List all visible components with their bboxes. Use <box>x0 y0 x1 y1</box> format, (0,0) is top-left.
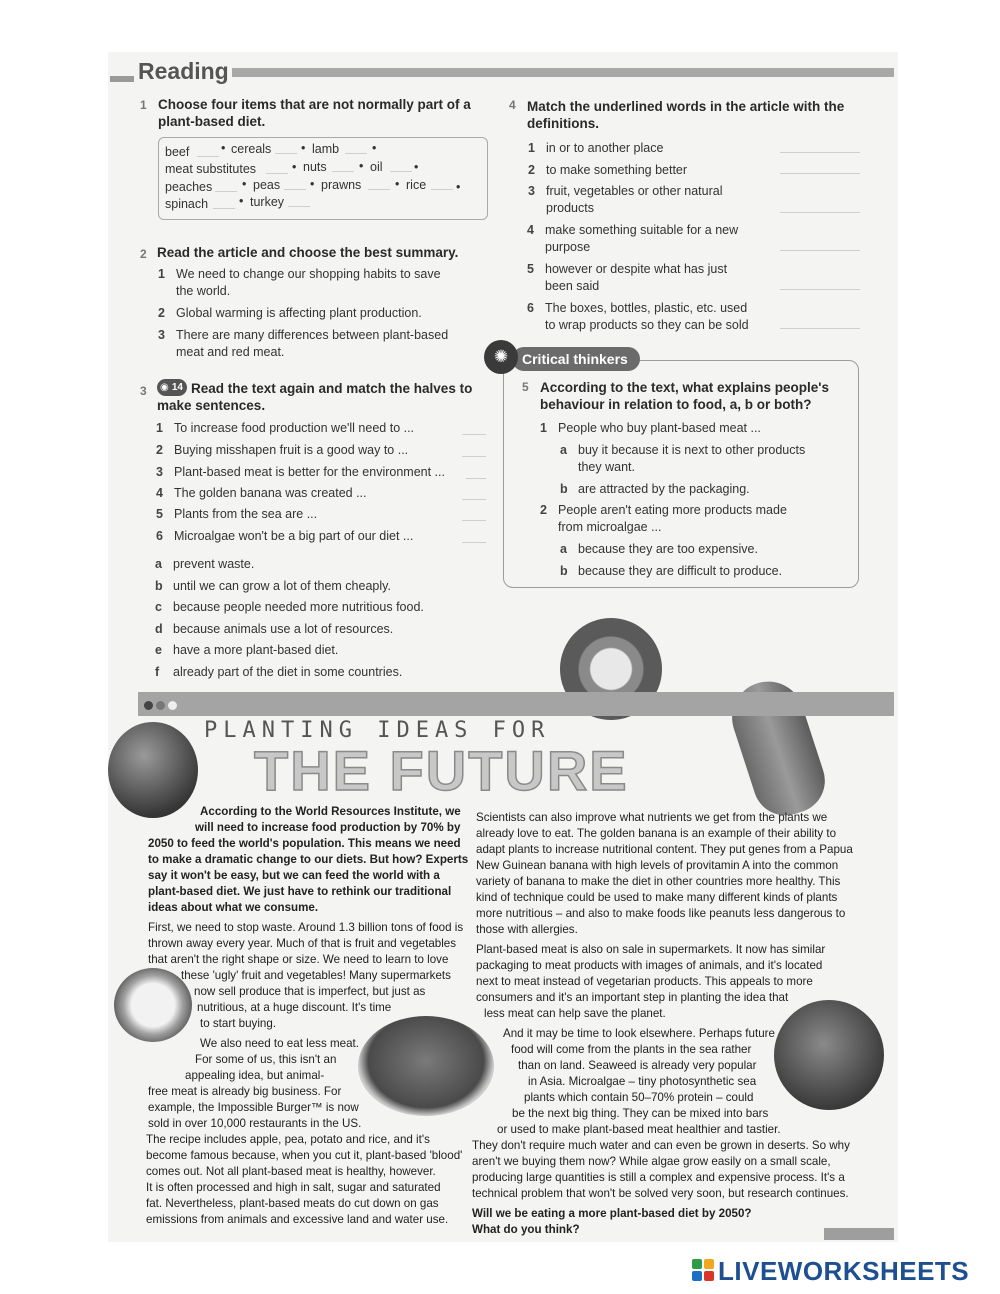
article-line: Plant-based meat is also on sale in supermarkets. It now has similar <box>476 943 826 956</box>
word-item[interactable]: prawns <box>321 178 362 192</box>
article-line: become famous because, when you cut it, plant-based 'blood' <box>146 1149 463 1162</box>
sentence-ending-a: a prevent waste. <box>155 557 255 571</box>
answer-blank[interactable] <box>780 212 860 213</box>
answer-blank[interactable] <box>462 520 486 521</box>
word-item[interactable]: peaches <box>165 180 213 194</box>
article-line: They don't require much water and can even be grown in deserts. So why <box>472 1139 850 1152</box>
word-separator: • <box>239 194 244 208</box>
article-intro-line: 2050 to feed the world's population. This means we need <box>148 837 461 850</box>
article-line: free meat is already big business. For <box>148 1085 342 1098</box>
article-line: more nutritious – and also to make foods like peanuts less dangerous to <box>476 907 846 920</box>
answer-blank[interactable] <box>780 250 860 251</box>
article-line: next to meat instead of vegetarian products. This appeals to more <box>476 975 813 988</box>
word-separator: • <box>242 177 247 191</box>
word-item[interactable]: lamb <box>312 142 340 156</box>
sentence-half-5: 5 Plants from the sea are ... <box>156 507 318 521</box>
q3-text-line2: make sentences. <box>157 398 266 413</box>
q1-text-line1: Choose four items that are not normally part of a <box>158 97 471 112</box>
critical-thinkers-label: Critical thinkers <box>512 347 640 371</box>
answer-blank[interactable] <box>466 478 486 479</box>
sentence-ending-b: b until we can grow a lot of them cheaply. <box>155 579 391 593</box>
q4-number: 4 <box>509 98 516 112</box>
article-line: or used to make plant-based meat healthier and tastier. <box>497 1123 781 1136</box>
logo-grid-icon <box>692 1259 714 1281</box>
article-line: in Asia. Microalgae – tiny photosynthetic sea <box>528 1075 757 1088</box>
word-item[interactable]: meat substitutes <box>165 162 257 176</box>
article-line: now sell produce that is imperfect, but just as <box>194 985 426 998</box>
word-item[interactable]: peas <box>253 178 281 192</box>
article-line: that aren't the right shape or size. We need to learn to love <box>148 953 449 966</box>
q5-number: 5 <box>522 380 529 394</box>
sentence-ending-e: e have a more plant-based diet. <box>155 643 339 657</box>
summary-option-3[interactable]: 3 There are many differences between plant-based meat and red meat. <box>158 328 449 359</box>
q5-option-2b[interactable]: b because they are difficult to produce. <box>560 564 783 578</box>
sentence-half-1: 1 To increase food production we'll need to ... <box>156 421 415 435</box>
article-line: packaging to meat products with images of animals, and it's located <box>476 959 823 972</box>
article-line: plants which contain 50–70% protein – could <box>524 1091 754 1104</box>
sentence-ending-d: d because animals use a lot of resources. <box>155 622 394 636</box>
word-separator: • <box>395 177 400 191</box>
definition-2: 2 to make something better <box>528 163 688 177</box>
article-line: sold in over 10,000 restaurants in the US. <box>148 1117 362 1130</box>
word-item[interactable]: oil <box>370 160 383 174</box>
word-item[interactable]: turkey <box>250 195 285 209</box>
article-line: First, we need to stop waste. Around 1.3 billion tons of food is <box>148 921 464 934</box>
article-line: The recipe includes apple, pea, potato and rice, and it's <box>146 1133 430 1146</box>
word-separator: • <box>310 177 315 191</box>
article-intro-line: plant-based diet. We just have to rethink our traditional <box>148 885 452 898</box>
q1-text-line2: plant-based diet. <box>158 114 266 129</box>
article-line: producing large quantities is still a complex and expensive process. It's a <box>472 1171 845 1184</box>
answer-blank[interactable] <box>780 152 860 153</box>
article-line: technical problem that won't be solved very soon, but research continues. <box>472 1187 849 1200</box>
article-dots <box>144 697 180 715</box>
q5-prompt-2: 2 People aren't eating more products made from microalgae ... <box>540 503 787 534</box>
word-separator: • <box>372 141 377 155</box>
article-line: to start buying. <box>200 1017 277 1030</box>
answer-blank[interactable] <box>462 542 486 543</box>
article-line: nutritious, at a huge discount. It's time <box>197 1001 392 1014</box>
article-title-big: THE FUTURE <box>254 739 629 802</box>
q3-text-line1: Read the text again and match the halves to <box>191 381 473 396</box>
q4-text-line2: definitions. <box>527 116 599 131</box>
word-item[interactable]: rice <box>406 178 427 192</box>
q5-option-1b[interactable]: b are attracted by the packaging. <box>560 482 750 496</box>
q2-text: Read the article and choose the best summary. <box>157 245 459 260</box>
answer-blank[interactable] <box>780 289 860 290</box>
pepper-photo <box>108 722 198 818</box>
word-item[interactable]: spinach <box>165 197 209 211</box>
article-closing-prompt: What do you think? <box>472 1223 580 1236</box>
q1-number: 1 <box>140 98 147 112</box>
definition-5: 5 however or despite what has just been said <box>527 262 728 293</box>
article-intro-line: to make a dramatic change to our diets. But how? Experts <box>148 853 469 866</box>
article-intro-line: According to the World Resources Institute, we <box>200 805 461 818</box>
footer-bar <box>824 1228 894 1240</box>
article-closing-question: Will we be eating a more plant-based diet by 2050? <box>472 1207 752 1220</box>
article-line: kind of technique could be used to make many different kinds of plants <box>476 891 838 904</box>
article-header-bar <box>138 692 894 716</box>
definition-6: 6 The boxes, bottles, plastic, etc. used to wrap products so they can be sold <box>527 301 749 332</box>
header-bar-left <box>110 76 134 82</box>
answer-blank[interactable] <box>780 173 860 174</box>
article-title-small: PLANTING IDEAS FOR <box>204 718 551 743</box>
article-line: appealing idea, but animal- <box>185 1069 325 1082</box>
word-item[interactable]: beef <box>165 145 190 159</box>
summary-option-1[interactable]: 1 We need to change our shopping habits to save the world. <box>158 267 441 298</box>
pepper-photo-right <box>774 1000 884 1110</box>
article-line: Scientists can also improve what nutrients we get from the plants we <box>476 811 828 824</box>
section-title: Reading <box>138 58 229 84</box>
word-item[interactable]: nuts <box>303 160 327 174</box>
article-line: fat. Nevertheless, plant-based meats do cut down on gas <box>146 1197 439 1210</box>
article-intro-line: say it won't be easy, but we can feed the world with a <box>148 869 440 882</box>
word-separator: • <box>359 159 364 173</box>
article-line: adapt plants to increase nutritional content. They put genes from a Papua <box>476 843 853 856</box>
sentence-half-4: 4 The golden banana was created ... <box>156 486 367 500</box>
article-line: be the next big thing. They can be mixed into bars <box>512 1107 769 1120</box>
word-item[interactable]: cereals <box>231 142 272 156</box>
answer-blank[interactable] <box>462 499 486 500</box>
sentence-half-2: 2 Buying misshapen fruit is a good way to ... <box>156 443 409 457</box>
burger-photo <box>358 1016 494 1116</box>
article-line: example, the Impossible Burger™ is now <box>148 1101 359 1114</box>
q5-option-2a[interactable]: a because they are too expensive. <box>560 542 758 556</box>
article-line: And it may be time to look elsewhere. Perhaps future <box>503 1027 775 1040</box>
article-line: aren't we buying them now? While algae grow easily on a small scale, <box>472 1155 831 1168</box>
article-line: For some of us, this isn't an <box>195 1053 337 1066</box>
article-intro-line: ideas about what we consume. <box>148 901 319 914</box>
q5-option-1a[interactable]: a buy it because it is next to other products they want. <box>560 443 806 474</box>
sentence-half-3: 3 Plant-based meat is better for the environment ... <box>156 465 445 479</box>
word-separator: • <box>456 180 461 194</box>
word-separator: • <box>414 160 419 174</box>
answer-blank[interactable] <box>462 434 486 435</box>
answer-blank[interactable] <box>780 328 860 329</box>
audio-icon: ◉ <box>160 382 169 393</box>
sentence-ending-c: c because people needed more nutritious food. <box>155 600 424 614</box>
summary-option-2[interactable]: 2 Global warming is affecting plant production. <box>158 306 422 320</box>
sentence-half-6: 6 Microalgae won't be a big part of our diet ... <box>156 529 414 543</box>
word-separator: • <box>292 160 297 174</box>
q5-prompt-1: 1 People who buy plant-based meat ... <box>540 421 761 435</box>
article-line: emissions from animals and excessive land and water use. <box>146 1213 449 1226</box>
article-line: already love to eat. The golden banana is an example of their ability to <box>476 827 837 840</box>
word-separator: • <box>301 141 306 155</box>
article-line: New Guinean banana with high levels of provitamin A into the common <box>476 859 839 872</box>
q2-number: 2 <box>140 247 147 261</box>
definition-1: 1 in or to another place <box>528 141 664 155</box>
article-line: those with allergies. <box>476 923 578 936</box>
article-line: It is often processed and high in salt, sugar and saturated <box>146 1181 441 1194</box>
article-line: less meat can help save the planet. <box>484 1007 666 1020</box>
logo-text: LIVEWORKSHEETS <box>718 1256 970 1286</box>
definition-4: 4 make something suitable for a new purpose <box>527 223 739 254</box>
article-line: variety of banana to make the diet in other countries more healthy. This <box>476 875 841 888</box>
article-line: comes out. Not all plant-based meat is healthy, however. <box>146 1165 436 1178</box>
q4-text-line1: Match the underlined words in the article with the <box>527 99 845 114</box>
article-line: than on land. Seaweed is already very popular <box>518 1059 757 1072</box>
header-bar-right <box>232 68 894 77</box>
audio-track-badge[interactable]: ◉ 14 <box>157 379 187 396</box>
definition-3: 3 fruit, vegetables or other natural products <box>528 184 723 215</box>
answer-blank[interactable] <box>462 456 486 457</box>
article-line: thrown away every year. Much of that is fruit and vegetables <box>148 937 457 950</box>
q5-text-line1: According to the text, what explains people's <box>540 380 830 395</box>
q3-number: 3 <box>140 384 147 398</box>
sentence-ending-f: f already part of the diet in some countries. <box>155 665 403 679</box>
article-line: consumers and it's an important step in planting the idea that <box>476 991 789 1004</box>
word-separator: • <box>221 141 226 155</box>
article-line: these 'ugly' fruit and vegetables! Many supermarkets <box>181 969 451 982</box>
article-intro-line: will need to increase food production by 70% by <box>195 821 461 834</box>
q5-text-line2: behaviour in relation to food, a, b or both? <box>540 397 812 412</box>
article-line: We also need to eat less meat. <box>200 1037 359 1050</box>
article-line: food will come from the plants in the sea rather <box>511 1043 752 1056</box>
lightbulb-icon: ✺ <box>484 340 518 374</box>
